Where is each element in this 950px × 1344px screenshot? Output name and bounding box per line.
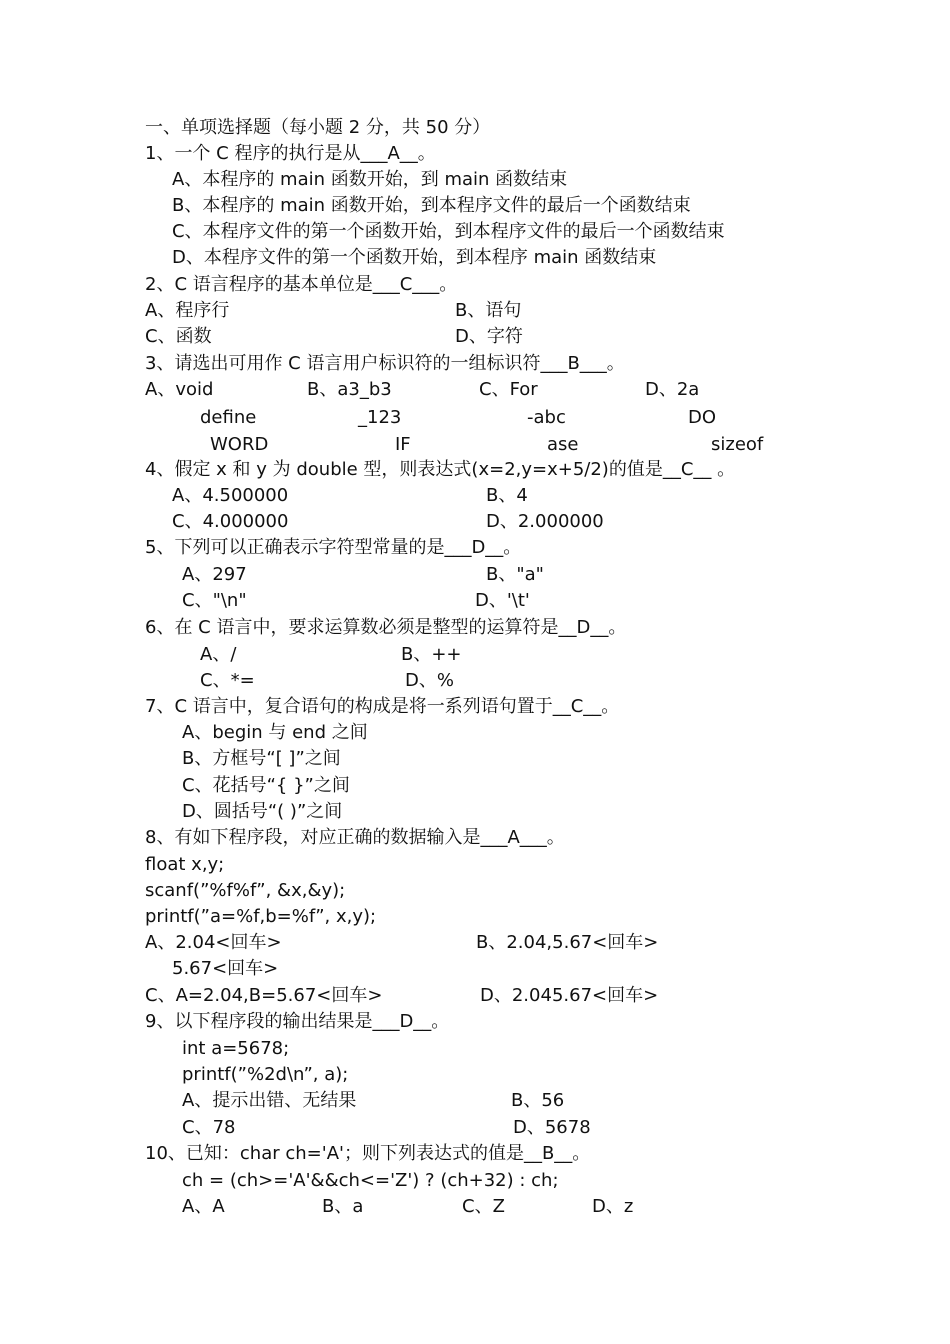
text-line: C、"\n" bbox=[182, 590, 247, 611]
text-line: B、方框号“[ ]”之间 bbox=[182, 748, 341, 769]
text-line: A、begin 与 end 之间 bbox=[182, 722, 368, 743]
text-line: 2、C 语言程序的基本单位是___C___。 bbox=[145, 274, 458, 295]
text-line: 4、假定 x 和 y 为 double 型，则表达式(x=2,y=x+5/2)的值是__C__ 。 bbox=[145, 459, 736, 480]
text-line: ch = (ch>='A'&&ch<='Z') ? (ch+32) : ch; bbox=[182, 1170, 559, 1191]
text-line: _123 bbox=[358, 407, 402, 428]
text-line: printf(”a=%f,b=%f”, x,y); bbox=[145, 906, 377, 927]
text-line: A、本程序的 main 函数开始，到 main 函数结束 bbox=[172, 169, 568, 190]
text-line: 9、以下程序段的输出结果是___D__。 bbox=[145, 1011, 450, 1032]
text-line: C、78 bbox=[182, 1117, 236, 1138]
text-line: D、本程序文件的第一个函数开始，到本程序 main 函数结束 bbox=[172, 247, 657, 268]
text-line: ase bbox=[547, 434, 579, 455]
text-line: A、提示出错、无结果 bbox=[182, 1090, 357, 1111]
text-line: D、2a bbox=[645, 379, 700, 400]
text-line: D、5678 bbox=[513, 1117, 591, 1138]
text-line: A、A bbox=[182, 1196, 225, 1217]
text-line: C、本程序文件的第一个函数开始，到本程序文件的最后一个函数结束 bbox=[172, 221, 725, 242]
text-line: -abc bbox=[527, 407, 566, 428]
text-line: C、For bbox=[479, 379, 538, 400]
text-line: C、Z bbox=[462, 1196, 505, 1217]
text-line: B、语句 bbox=[455, 300, 522, 321]
text-line: C、花括号“{ }”之间 bbox=[182, 775, 350, 796]
text-line: D、2.000000 bbox=[486, 511, 604, 532]
text-line: 8、有如下程序段，对应正确的数据输入是___A___。 bbox=[145, 827, 565, 848]
text-line: scanf(”%f%f”, &x,&y); bbox=[145, 880, 346, 901]
text-line: sizeof bbox=[711, 434, 764, 455]
text-line: 一、单项选择题（每小题 2 分，共 50 分） bbox=[145, 117, 491, 138]
text-line: A、297 bbox=[182, 564, 247, 585]
text-line: WORD bbox=[210, 434, 269, 455]
text-line: 10、已知：char ch='A'；则下列表达式的值是__B__。 bbox=[145, 1143, 591, 1164]
text-line: A、void bbox=[145, 379, 214, 400]
text-line: printf(”%2d\n”, a); bbox=[182, 1064, 349, 1085]
text-line: 3、请选出可用作 C 语言用户标识符的一组标识符___B___。 bbox=[145, 353, 625, 374]
text-line: A、2.04<回车> bbox=[145, 932, 282, 953]
text-line: D、% bbox=[405, 670, 454, 691]
text-line: B、a3_b3 bbox=[307, 379, 392, 400]
text-line: define bbox=[200, 407, 257, 428]
text-line: B、本程序的 main 函数开始，到本程序文件的最后一个函数结束 bbox=[172, 195, 691, 216]
text-line: DO bbox=[688, 407, 717, 428]
text-line: A、/ bbox=[200, 644, 237, 665]
text-line: D、字符 bbox=[455, 326, 523, 347]
text-line: float x,y; bbox=[145, 854, 225, 875]
text-line: B、a bbox=[322, 1196, 364, 1217]
text-line: C、函数 bbox=[145, 326, 212, 347]
text-line: B、56 bbox=[511, 1090, 565, 1111]
text-line: B、2.04,5.67<回车> bbox=[476, 932, 659, 953]
text-line: D、2.045.67<回车> bbox=[480, 985, 659, 1006]
text-line: D、圆括号“( )”之间 bbox=[182, 801, 343, 822]
text-line: int a=5678; bbox=[182, 1038, 290, 1059]
text-line: B、4 bbox=[486, 485, 528, 506]
text-line: D、'\t' bbox=[475, 590, 530, 611]
text-line: C、*= bbox=[200, 670, 255, 691]
text-line: IF bbox=[395, 434, 411, 455]
text-line: A、程序行 bbox=[145, 300, 230, 321]
text-line: C、A=2.04,B=5.67<回车> bbox=[145, 985, 383, 1006]
text-line: 7、C 语言中，复合语句的构成是将一系列语句置于__C__。 bbox=[145, 696, 620, 717]
text-line: 5.67<回车> bbox=[172, 958, 279, 979]
text-line: 5、下列可以正确表示字符型常量的是___D__。 bbox=[145, 537, 522, 558]
text-line: B、++ bbox=[401, 644, 462, 665]
text-line: A、4.500000 bbox=[172, 485, 289, 506]
text-line: D、z bbox=[592, 1196, 634, 1217]
text-line: 1、一个 C 程序的执行是从___A__。 bbox=[145, 143, 436, 164]
text-line: 6、在 C 语言中，要求运算数必须是整型的运算符是__D__。 bbox=[145, 617, 627, 638]
text-line: B、"a" bbox=[486, 564, 544, 585]
text-line: C、4.000000 bbox=[172, 511, 289, 532]
